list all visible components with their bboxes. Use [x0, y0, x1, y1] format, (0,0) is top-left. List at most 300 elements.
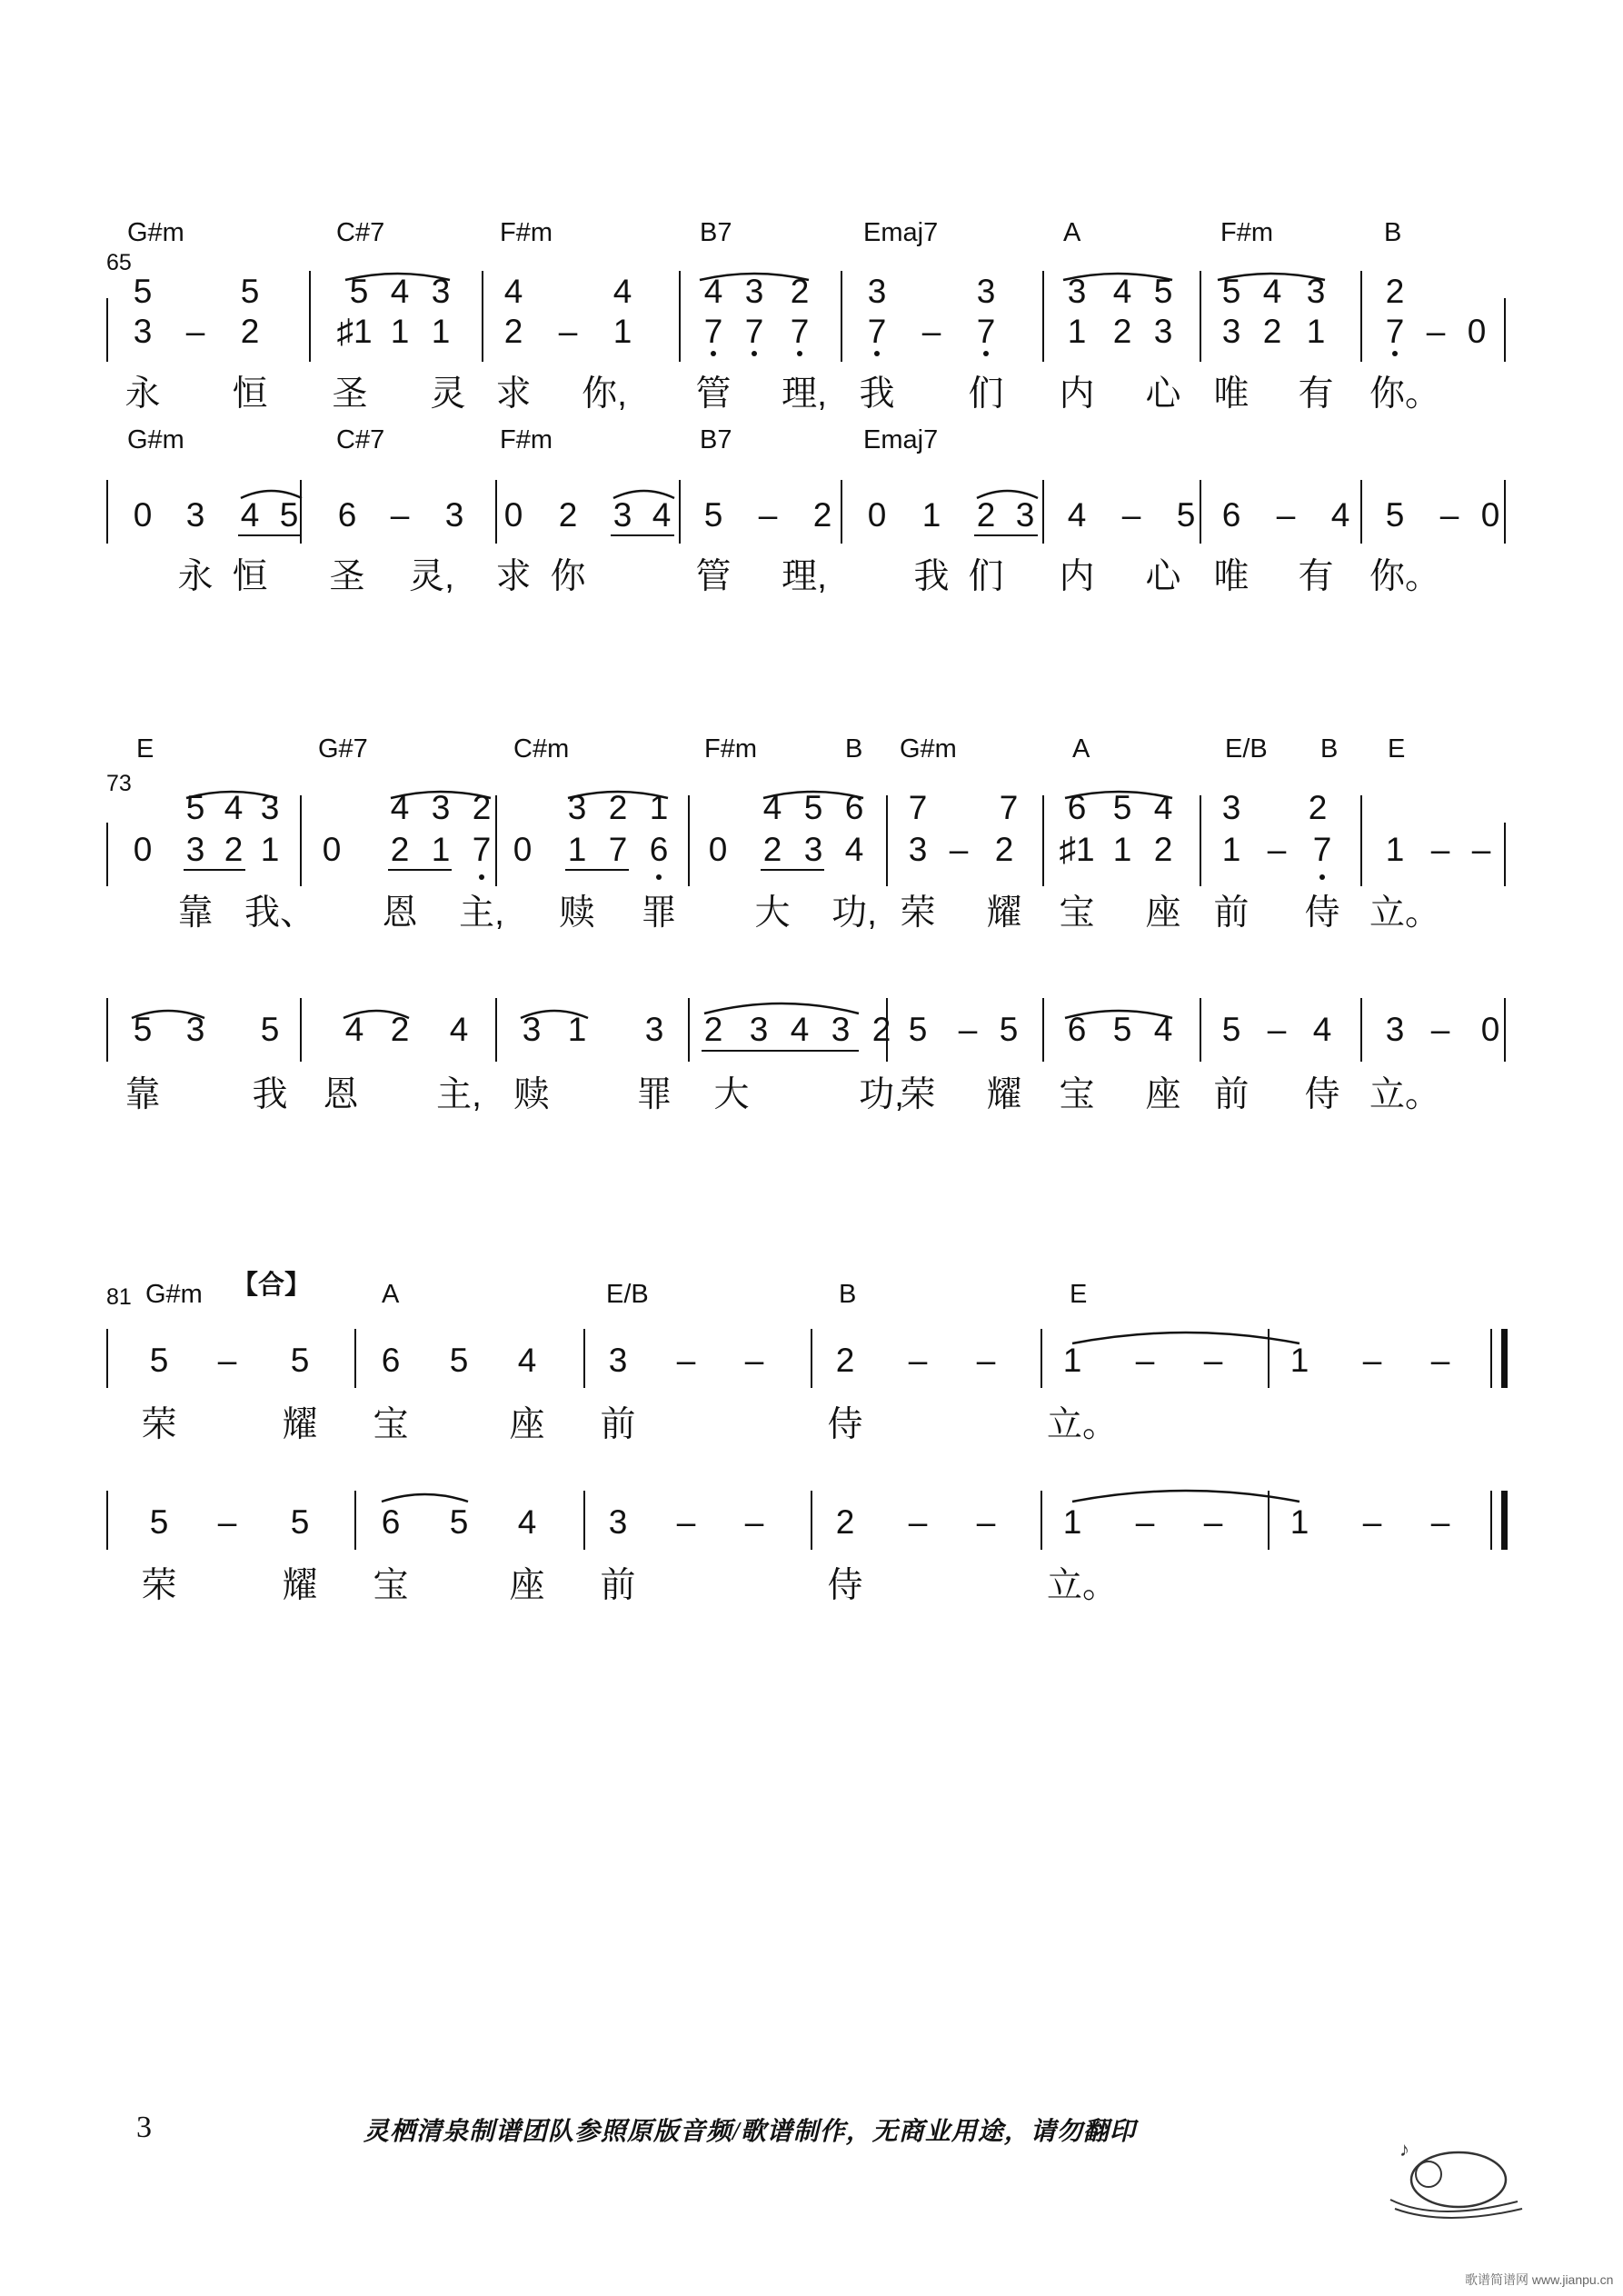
note-upper-voice-a: 5	[1112, 789, 1132, 826]
barline	[811, 1329, 812, 1388]
note-lower-voice: 0	[133, 496, 153, 534]
note-upper-voice-b: 1	[1385, 831, 1405, 868]
lyric-upper: 圣	[332, 374, 368, 414]
lyric-lower: 耀	[986, 1075, 1022, 1114]
lyric-upper: 你。	[1369, 374, 1441, 414]
note-lower-voice: 3	[612, 496, 632, 534]
lyric-lower: 前	[600, 1566, 636, 1605]
note-upper-voice-a: 3	[1221, 789, 1241, 826]
note-upper-voice: 4	[517, 1342, 537, 1379]
note-upper-voice-b: 7	[867, 313, 887, 350]
barline	[811, 1491, 812, 1550]
note-upper-voice-b: 7	[472, 831, 492, 868]
barline	[583, 1329, 585, 1388]
site-credit: 歌谱简谱网 www.jianpu.cn	[1465, 2272, 1614, 2287]
chord-symbol: C#m	[513, 734, 570, 764]
note-lower-voice: 4	[449, 1011, 469, 1048]
note-lower-voice: 6	[1067, 1011, 1087, 1048]
measure-number: 73	[106, 771, 132, 796]
slur	[1072, 1491, 1299, 1502]
barline	[886, 795, 888, 886]
note-lower-voice: –	[217, 1503, 237, 1541]
note-lower-voice: –	[1276, 496, 1296, 534]
barline	[679, 271, 681, 362]
note-lower-voice: 6	[381, 1503, 401, 1541]
note-lower-voice: –	[676, 1503, 696, 1541]
note-lower-voice: 2	[558, 496, 578, 534]
barline	[583, 1491, 585, 1550]
note-upper-voice-b: –	[185, 313, 205, 350]
note-lower-voice: 4	[1330, 496, 1350, 534]
note-upper-voice-b: 1	[612, 313, 632, 350]
chord-symbol: F#m	[500, 425, 553, 454]
octave-dot	[656, 874, 662, 880]
note-upper-voice: –	[1135, 1342, 1155, 1379]
note-lower-voice: 5	[999, 1011, 1019, 1048]
note-lower-voice: –	[1267, 1011, 1287, 1048]
note-upper-voice-a: 5	[1153, 273, 1173, 310]
chord-symbol: Emaj7	[863, 218, 939, 247]
note-upper-voice-b: 0	[708, 831, 728, 868]
lyric-upper: 心	[1145, 374, 1181, 414]
barline	[106, 823, 108, 886]
lyric-upper: 求	[495, 374, 532, 414]
chord-symbol: B7	[700, 425, 732, 454]
chord-symbol: A	[1063, 218, 1081, 247]
note-lower-voice: 5	[703, 496, 723, 534]
note-lower-voice: 4	[1312, 1011, 1332, 1048]
note-lower-voice: –	[1439, 496, 1459, 534]
lyric-upper: 永	[124, 374, 161, 414]
lyric-lower: 功,	[859, 1075, 904, 1114]
lyric-lower: 理,	[782, 557, 827, 596]
note-upper-voice-a: 6	[844, 789, 864, 826]
note-lower-voice: 3	[644, 1011, 664, 1048]
chord-symbol: A	[382, 1280, 400, 1309]
note-lower-voice: 3	[608, 1503, 628, 1541]
note-upper-voice-b: 1	[1112, 831, 1132, 868]
chord-symbol: G#m	[145, 1280, 203, 1309]
note-upper-voice-b: 2	[503, 313, 523, 350]
lyric-upper: 座	[1145, 893, 1181, 933]
chord-symbol: E	[1070, 1280, 1088, 1309]
note-lower-voice: –	[390, 496, 410, 534]
barline	[1360, 271, 1362, 362]
note-upper-voice-a: 5	[185, 789, 205, 826]
svg-text:♪: ♪	[1399, 2138, 1409, 2161]
note-upper-voice-b: 7	[1312, 831, 1332, 868]
lyric-lower: 心	[1145, 557, 1181, 596]
note-lower-voice: –	[1135, 1503, 1155, 1541]
note-lower-voice: –	[1362, 1503, 1382, 1541]
barline	[1041, 1491, 1042, 1550]
note-upper-voice-a: 2	[1385, 273, 1405, 310]
note-lower-voice: 3	[185, 1011, 205, 1048]
chord-symbol: E	[136, 734, 154, 764]
note-upper-voice-a: 3	[260, 789, 280, 826]
final-barline	[1501, 1491, 1508, 1550]
note-upper-voice-b: 1	[431, 831, 451, 868]
lyric-lower: 宝	[1059, 1075, 1095, 1114]
note-upper-voice-b: 3	[908, 831, 928, 868]
note-lower-voice: 4	[240, 496, 260, 534]
note-upper-voice-b: 1	[567, 831, 587, 868]
lyric-lower: 主,	[436, 1075, 482, 1114]
measure-number: 65	[106, 250, 132, 275]
note-upper-voice-a: 4	[1153, 789, 1173, 826]
lyric-upper: 我、	[244, 893, 316, 933]
note-lower-voice: 1	[1289, 1503, 1309, 1541]
note-upper-voice: 3	[608, 1342, 628, 1379]
lyric-upper: 你,	[582, 374, 627, 414]
note-upper-voice: 5	[449, 1342, 469, 1379]
barline	[1200, 998, 1201, 1062]
note-lower-voice: 4	[517, 1503, 537, 1541]
note-upper-voice: –	[744, 1342, 764, 1379]
barline	[1268, 1329, 1270, 1388]
note-upper-voice: –	[1203, 1342, 1223, 1379]
lyric-lower: 我	[252, 1075, 288, 1114]
final-barline	[1501, 1329, 1508, 1388]
note-upper-voice-b: –	[1471, 831, 1491, 868]
note-upper-voice-a: 4	[1112, 273, 1132, 310]
lyric-upper: 侍	[1304, 893, 1340, 933]
note-lower-voice: 2	[976, 496, 996, 534]
lyric-lower: 们	[968, 557, 1004, 596]
note-lower-voice: 6	[1221, 496, 1241, 534]
note-upper-voice-b: 2	[1153, 831, 1173, 868]
note-lower-voice: 2	[812, 496, 832, 534]
note-upper-voice-a: 2	[1308, 789, 1328, 826]
barline	[106, 1491, 108, 1550]
note-upper-voice-b: 2	[224, 831, 244, 868]
note-lower-voice: 1	[921, 496, 941, 534]
note-lower-voice: 3	[831, 1011, 851, 1048]
barline	[495, 998, 497, 1062]
barline	[1490, 1329, 1492, 1388]
note-lower-voice: –	[908, 1503, 928, 1541]
lyric-lower: 侍	[1304, 1075, 1340, 1114]
note-upper-voice-b: 1	[260, 831, 280, 868]
note-upper-voice-a: 3	[1067, 273, 1087, 310]
barline	[106, 998, 108, 1062]
note-upper-voice-b: ♯1	[1059, 831, 1095, 868]
barline	[106, 480, 108, 544]
chord-symbol: B	[1384, 218, 1402, 247]
lyric-upper: 耀	[282, 1405, 318, 1444]
note-lower-voice: –	[1430, 1011, 1450, 1048]
lyric-upper: 耀	[986, 893, 1022, 933]
barline	[1042, 998, 1044, 1062]
lyric-lower: 前	[1213, 1075, 1250, 1114]
note-lower-voice: 0	[1480, 496, 1500, 534]
barline	[1360, 998, 1362, 1062]
chord-symbol: E	[1388, 734, 1406, 764]
note-upper-voice-b: 1	[390, 313, 410, 350]
note-lower-voice: 1	[1062, 1503, 1082, 1541]
chord-symbol: F#m	[704, 734, 757, 764]
lyric-upper: 立。	[1047, 1405, 1119, 1444]
lyric-upper: 恒	[232, 374, 268, 414]
note-upper-voice: 5	[290, 1342, 310, 1379]
note-lower-voice: 5	[133, 1011, 153, 1048]
chord-symbol: B	[845, 734, 863, 764]
barline	[1360, 795, 1362, 886]
note-lower-voice: 3	[522, 1011, 542, 1048]
note-upper-voice: 1	[1289, 1342, 1309, 1379]
lyric-upper: 罪	[641, 893, 677, 933]
lyric-lower: 我	[913, 557, 950, 596]
note-upper-voice-b: –	[1267, 831, 1287, 868]
note-upper-voice-b: 2	[1262, 313, 1282, 350]
note-upper-voice-a: 2	[472, 789, 492, 826]
note-upper-voice-b: 7	[790, 313, 810, 350]
note-upper-voice-b: 1	[431, 313, 451, 350]
lyric-lower: 荣	[900, 1075, 936, 1114]
beam-underline	[388, 869, 452, 871]
note-upper-voice-b: 3	[185, 831, 205, 868]
barline	[354, 1329, 356, 1388]
page-number: 3	[136, 2111, 152, 2144]
lyric-lower: 大	[713, 1075, 750, 1114]
barline	[688, 795, 690, 886]
lyric-lower: 永	[177, 557, 214, 596]
lyric-lower: 立。	[1047, 1566, 1119, 1605]
barline	[106, 1329, 108, 1388]
note-upper-voice-a: 4	[762, 789, 782, 826]
note-upper-voice-a: 4	[612, 273, 632, 310]
note-lower-voice: –	[1121, 496, 1141, 534]
note-upper-voice-b: –	[558, 313, 578, 350]
lyric-upper: 靠	[177, 893, 214, 933]
barline	[1504, 298, 1506, 362]
chord-symbol: B	[1320, 734, 1339, 764]
note-upper-voice-a: 2	[790, 273, 810, 310]
note-upper-voice-a: 5	[133, 273, 153, 310]
note-upper-voice: –	[217, 1342, 237, 1379]
note-lower-voice: 3	[185, 496, 205, 534]
note-lower-voice: 5	[1176, 496, 1196, 534]
lyric-lower: 管	[695, 557, 732, 596]
lyric-lower: 恩	[323, 1075, 359, 1114]
note-lower-voice: 4	[344, 1011, 364, 1048]
barline	[1504, 823, 1506, 886]
barline	[1268, 1491, 1270, 1550]
note-upper-voice-b: 2	[762, 831, 782, 868]
chord-symbol: B7	[700, 218, 732, 247]
note-upper-voice: –	[908, 1342, 928, 1379]
lyric-upper: 荣	[900, 893, 936, 933]
note-lower-voice: 4	[652, 496, 672, 534]
octave-dot	[874, 351, 880, 356]
note-lower-voice: 2	[835, 1503, 855, 1541]
note-upper-voice-a: 3	[567, 789, 587, 826]
lyric-upper: 前	[600, 1405, 636, 1444]
lyric-upper: 宝	[1059, 893, 1095, 933]
note-lower-voice: 2	[703, 1011, 723, 1048]
note-upper-voice-b: 7	[703, 313, 723, 350]
note-upper-voice: –	[1362, 1342, 1382, 1379]
measure-number: 81	[106, 1284, 132, 1310]
octave-dot	[983, 351, 989, 356]
note-lower-voice: 1	[567, 1011, 587, 1048]
note-lower-voice: 5	[1112, 1011, 1132, 1048]
note-upper-voice-a: 3	[1306, 273, 1326, 310]
note-upper-voice-b: –	[949, 831, 969, 868]
lyric-upper: 立。	[1369, 893, 1441, 933]
barline	[300, 998, 302, 1062]
note-lower-voice: 0	[503, 496, 523, 534]
note-lower-voice: 2	[390, 1011, 410, 1048]
copyright-note: 灵栖清泉制谱团队参照原版音频/歌谱制作，无商业用途，请勿翻印	[363, 2118, 1136, 2146]
lyric-upper: 座	[509, 1405, 545, 1444]
note-lower-voice: 6	[337, 496, 357, 534]
barline	[1490, 1491, 1492, 1550]
note-upper-voice-b: 2	[994, 831, 1014, 868]
octave-dot	[1392, 351, 1398, 356]
note-upper-voice-b: 0	[133, 831, 153, 868]
note-lower-voice: –	[958, 1011, 978, 1048]
note-upper-voice-a: 3	[744, 273, 764, 310]
lyric-upper: 们	[968, 374, 1004, 414]
note-upper-voice: –	[1430, 1342, 1450, 1379]
octave-dot	[752, 351, 757, 356]
lyric-lower: 赎	[513, 1075, 550, 1114]
lyric-lower: 灵,	[409, 557, 454, 596]
lyric-lower: 座	[509, 1566, 545, 1605]
note-lower-voice: 3	[1015, 496, 1035, 534]
note-lower-voice: 2	[871, 1011, 891, 1048]
lyric-lower: 你	[550, 557, 586, 596]
note-upper-voice-b: 0	[513, 831, 533, 868]
note-upper-voice-b: 0	[1467, 313, 1487, 350]
chord-symbol: C#7	[336, 218, 385, 247]
note-upper-voice-a: 5	[349, 273, 369, 310]
lyric-upper: 大	[754, 893, 791, 933]
note-upper-voice-a: 7	[908, 789, 928, 826]
note-lower-voice: 4	[790, 1011, 810, 1048]
lyric-upper: 宝	[373, 1405, 409, 1444]
note-upper-voice-b: 3	[1221, 313, 1241, 350]
lyric-upper: 主,	[459, 893, 504, 933]
beam-underline	[238, 534, 302, 536]
note-lower-voice: 5	[1385, 496, 1405, 534]
chord-symbol: G#m	[900, 734, 957, 764]
note-lower-voice: 5	[149, 1503, 169, 1541]
chord-symbol: E/B	[606, 1280, 649, 1309]
note-lower-voice: 3	[1385, 1011, 1405, 1048]
note-upper-voice-b: 7	[608, 831, 628, 868]
note-upper-voice-b: 2	[390, 831, 410, 868]
note-upper-voice-a: 3	[431, 789, 451, 826]
chord-symbol: F#m	[1220, 218, 1273, 247]
note-lower-voice: 5	[908, 1011, 928, 1048]
note-lower-voice: 3	[749, 1011, 769, 1048]
note-upper-voice-b: –	[921, 313, 941, 350]
note-upper-voice-b: ♯1	[336, 313, 373, 350]
lyric-lower: 恒	[232, 557, 268, 596]
chord-symbol: G#m	[127, 218, 184, 247]
note-lower-voice: 3	[444, 496, 464, 534]
note-upper-voice-b: 3	[803, 831, 823, 868]
lyric-upper: 前	[1213, 893, 1250, 933]
chord-symbol: G#m	[127, 425, 184, 454]
note-lower-voice: –	[758, 496, 778, 534]
chord-symbol: G#7	[318, 734, 368, 764]
beam-underline	[611, 534, 674, 536]
note-upper-voice-b: 7	[976, 313, 996, 350]
note-upper-voice-a: 4	[703, 273, 723, 310]
lyric-upper: 恩	[382, 893, 418, 933]
note-upper-voice: 5	[149, 1342, 169, 1379]
note-lower-voice: 5	[290, 1503, 310, 1541]
barline	[841, 271, 842, 362]
note-upper-voice-b: –	[1426, 313, 1446, 350]
octave-dot	[1319, 874, 1325, 880]
lyric-lower: 唯	[1213, 557, 1250, 596]
lyric-upper: 理,	[782, 374, 827, 414]
note-upper-voice-b: 7	[1385, 313, 1405, 350]
note-upper-voice: 1	[1062, 1342, 1082, 1379]
lyric-upper: 赎	[559, 893, 595, 933]
note-upper-voice-a: 4	[503, 273, 523, 310]
beam-underline	[565, 869, 629, 871]
note-upper-voice-b: 1	[1221, 831, 1241, 868]
note-upper-voice-a: 4	[390, 273, 410, 310]
note-upper-voice-a: 5	[240, 273, 260, 310]
note-lower-voice: 4	[1067, 496, 1087, 534]
barline	[309, 271, 311, 362]
note-lower-voice: 5	[279, 496, 299, 534]
lyric-lower: 内	[1059, 557, 1095, 596]
note-lower-voice: 5	[1221, 1011, 1241, 1048]
lyric-lower: 求	[495, 557, 532, 596]
note-upper-voice-b: 3	[1153, 313, 1173, 350]
beam-underline	[184, 869, 245, 871]
barline	[300, 795, 302, 886]
lyric-upper: 我	[859, 374, 895, 414]
lyric-upper: 灵	[430, 374, 466, 414]
note-lower-voice: –	[1430, 1503, 1450, 1541]
lyric-lower: 立。	[1369, 1075, 1441, 1114]
beam-underline	[702, 1050, 859, 1052]
lyric-upper: 管	[695, 374, 732, 414]
note-upper-voice-b: 0	[322, 831, 342, 868]
note-upper-voice: 6	[381, 1342, 401, 1379]
barline	[482, 271, 483, 362]
lyric-upper: 荣	[141, 1405, 177, 1444]
note-upper-voice: 2	[835, 1342, 855, 1379]
lyric-lower: 圣	[329, 557, 365, 596]
note-upper-voice: –	[676, 1342, 696, 1379]
note-lower-voice: 0	[1480, 1011, 1500, 1048]
lyric-lower: 你。	[1369, 557, 1441, 596]
lyric-lower: 罪	[636, 1075, 672, 1114]
note-upper-voice-a: 3	[431, 273, 451, 310]
note-upper-voice-a: 3	[976, 273, 996, 310]
note-upper-voice-a: 2	[608, 789, 628, 826]
note-upper-voice-a: 5	[1221, 273, 1241, 310]
lyric-upper: 唯	[1213, 374, 1250, 414]
beam-underline	[761, 869, 824, 871]
lyric-upper: 有	[1298, 374, 1334, 414]
octave-dot	[797, 351, 802, 356]
slur	[1072, 1333, 1299, 1343]
note-upper-voice-b: 1	[1067, 313, 1087, 350]
note-upper-voice-a: 3	[867, 273, 887, 310]
beam-underline	[974, 534, 1038, 536]
barline	[1041, 1329, 1042, 1388]
